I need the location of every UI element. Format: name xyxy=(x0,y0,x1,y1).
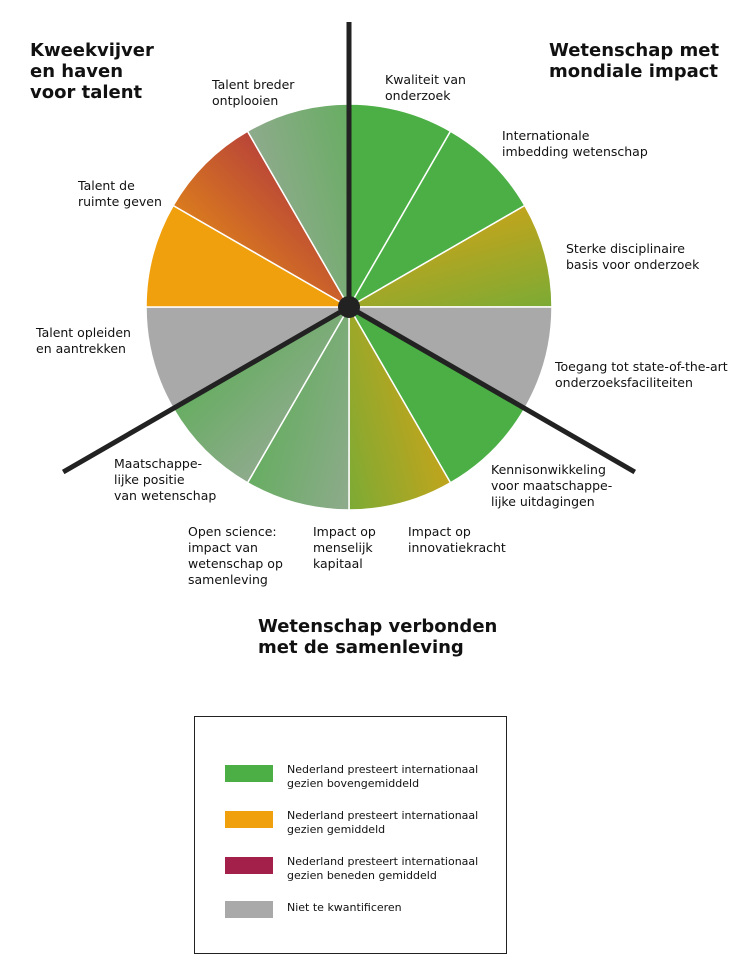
legend-swatch-gray xyxy=(225,901,273,918)
legend-swatch-green xyxy=(225,765,273,782)
segment-label-kennisontwikkeling: Kennisonwikkeling voor maatschappe- lijke uitdagingen xyxy=(491,462,613,509)
segment-label-talent-ruimte: Talent de ruimte geven xyxy=(78,178,162,209)
segment-label-internationale-imbedding: Internationale imbedding wetenschap xyxy=(502,128,648,159)
legend-swatch-red xyxy=(225,857,273,874)
wheel-hub xyxy=(338,296,360,318)
segment-label-disciplinaire-basis: Sterke disciplinaire basis voor onderzoek xyxy=(566,241,700,272)
legend-swatch-orange xyxy=(225,811,273,828)
segment-label-talent-ontplooien: Talent breder ontplooien xyxy=(212,77,295,108)
group-title-science: Wetenschap met mondiale impact xyxy=(549,40,720,82)
legend-text: Niet te kwantificeren xyxy=(287,901,402,914)
legend-text: Nederland presteert internationaal gezien beneden gemiddeld xyxy=(287,855,479,882)
segment-label-open-science: Open science: impact van wetenschap op samenleving xyxy=(188,524,283,587)
segment-label-maatschappelijke-positie: Maatschappe- lijke positie van wetenschap xyxy=(114,456,217,503)
legend xyxy=(194,716,507,954)
segment-label-menselijk-kapitaal: Impact op menselijk kapitaal xyxy=(313,524,376,571)
legend-text: Nederland presteert internationaal gezien gemiddeld xyxy=(287,809,479,836)
legend-text: Nederland presteert internationaal gezien bovengemiddeld xyxy=(287,763,479,790)
segment-label-innovatiekracht: Impact op innovatiekracht xyxy=(408,524,506,555)
segment-label-kwaliteit-onderzoek: Kwaliteit van onderzoek xyxy=(385,72,466,103)
group-title-talent: Kweekvijver en haven voor talent xyxy=(30,40,154,103)
segment-label-talent-opleiden: Talent opleiden en aantrekken xyxy=(36,325,131,356)
group-title-society: Wetenschap verbonden met de samenleving xyxy=(258,616,498,658)
segment-label-onderzoeksfaciliteiten: Toegang tot state-of-the-art onderzoeksfaciliteiten xyxy=(555,359,728,390)
